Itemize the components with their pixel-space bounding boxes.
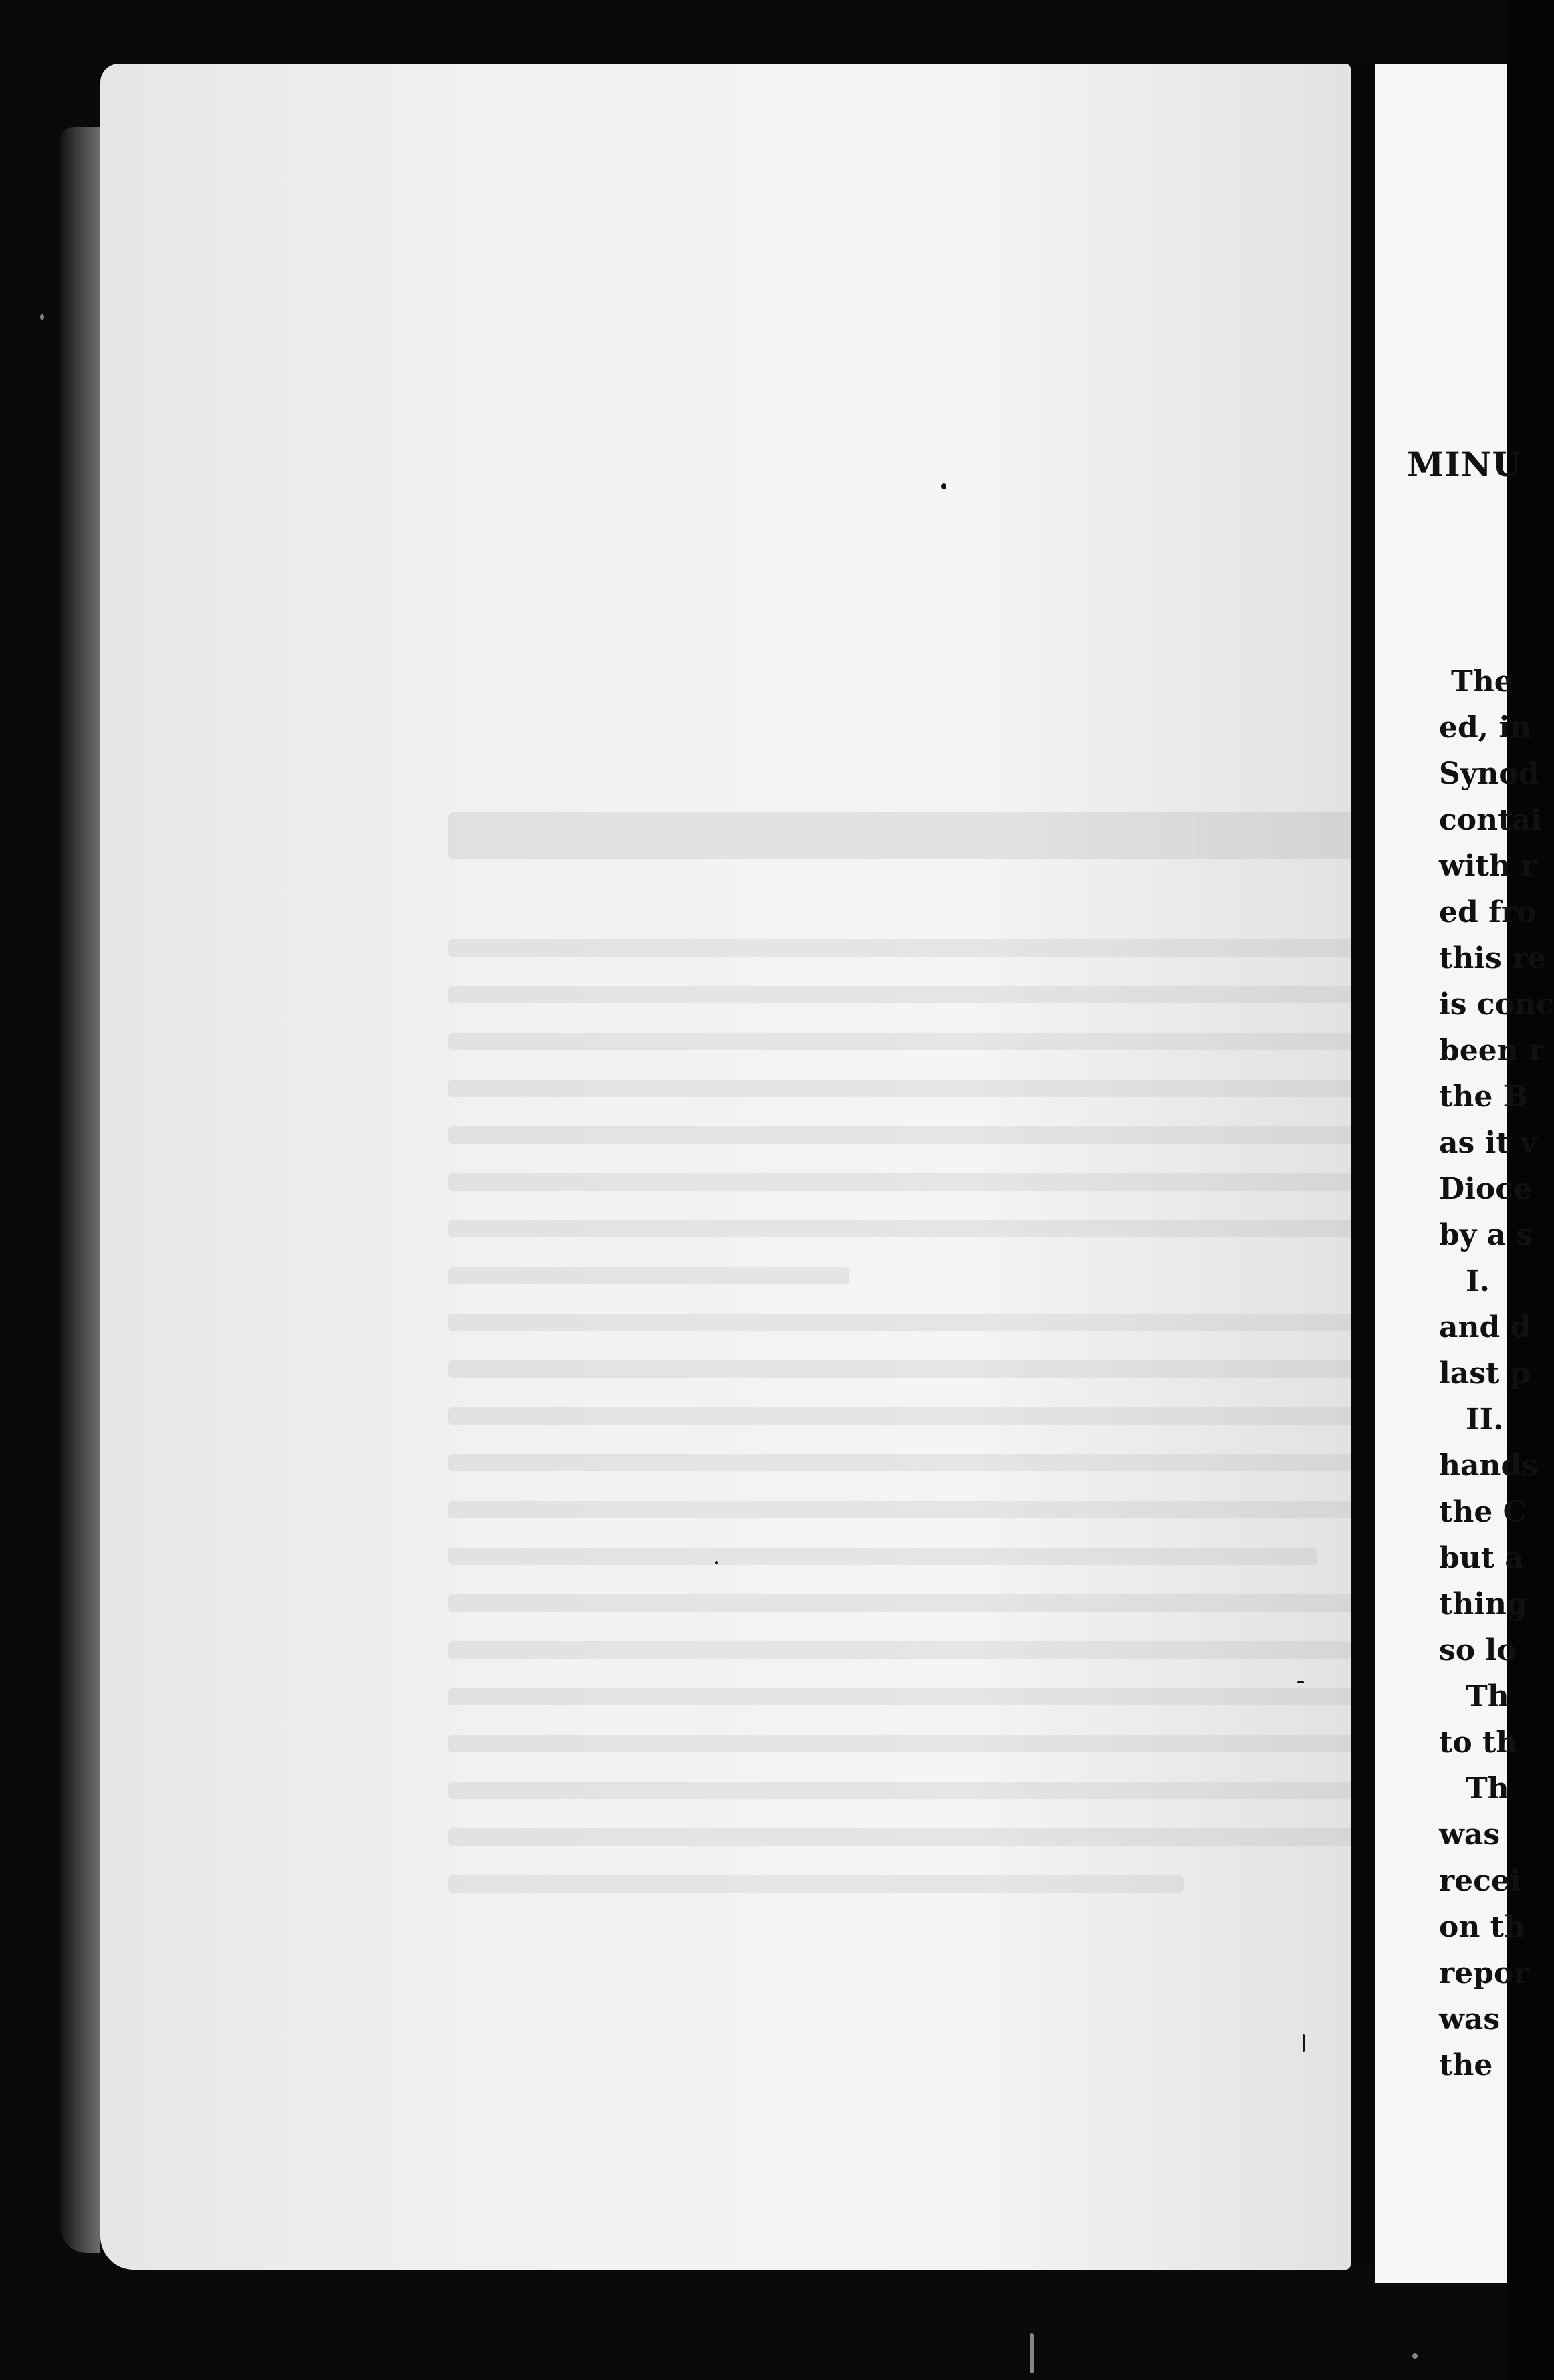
bleed-through-line (448, 1454, 1391, 1471)
text-line: Dioce (1439, 1172, 1533, 1206)
ink-speck (941, 483, 946, 489)
bleed-through-line (448, 1735, 1384, 1752)
text-line: recei (1439, 1864, 1521, 1898)
running-head: MINU (1407, 445, 1523, 484)
bleed-through-line (448, 1501, 1371, 1518)
text-line: II. (1466, 1403, 1504, 1437)
ink-speck (715, 1561, 718, 1564)
bleed-through-line (448, 1314, 1384, 1331)
bleed-through-line (448, 1875, 1184, 1893)
text-line: on th (1439, 1910, 1525, 1944)
bleed-through-line (448, 1126, 1377, 1144)
text-line: contai (1439, 803, 1542, 837)
dust-speck (40, 314, 44, 320)
text-line: and d (1439, 1310, 1531, 1344)
text-line: ed fro (1439, 895, 1537, 929)
bleed-through-line (448, 1267, 849, 1284)
bleed-through-line (448, 1782, 1357, 1799)
text-line: was (1439, 1818, 1501, 1852)
bleed-through-line (448, 1407, 1377, 1425)
text-line: I. (1466, 1264, 1490, 1298)
text-line: so lo (1439, 1633, 1517, 1667)
page-gutter (1351, 64, 1375, 2263)
ink-speck (1297, 1681, 1304, 1683)
bleed-through-text (448, 812, 1398, 2082)
bleed-through-line (448, 1033, 1357, 1050)
text-line: to th (1439, 1726, 1518, 1760)
bleed-through-line (448, 1360, 1357, 1378)
text-line: ed, in (1439, 711, 1532, 745)
dust-speck (1030, 2333, 1034, 2373)
text-line: with r (1439, 849, 1537, 883)
text-line: the (1439, 2048, 1493, 2082)
text-line: The (1451, 665, 1513, 699)
text-line: as it v (1439, 1126, 1537, 1160)
text-line: repor (1439, 1956, 1529, 1990)
text-line: is conc (1439, 987, 1554, 1022)
text-line: the C (1439, 1495, 1527, 1529)
book-spine-edge (60, 127, 100, 2253)
text-line: last p (1439, 1356, 1531, 1391)
text-line: Th (1466, 1679, 1509, 1713)
bleed-through-line (448, 1641, 1351, 1659)
bleed-through-line (448, 1594, 1384, 1612)
body-text (1439, 659, 1554, 2089)
text-line: was (1439, 2002, 1501, 2036)
text-line: Synod (1439, 757, 1539, 791)
bleed-through-line (448, 939, 1371, 957)
bleed-through-line (448, 1080, 1391, 1097)
text-line: but a (1439, 1541, 1524, 1575)
dust-speck (1412, 2353, 1418, 2359)
text-line: thing (1439, 1587, 1527, 1621)
bleed-through-line (448, 1220, 1364, 1237)
text-line: by a s (1439, 1218, 1533, 1252)
blank-left-page (100, 64, 1351, 2270)
right-page (1375, 64, 1554, 2283)
text-line: this re (1439, 941, 1547, 975)
bleed-through-line (448, 986, 1384, 1003)
text-line: been r (1439, 1034, 1545, 1068)
bleed-through-heading (448, 812, 1384, 859)
bleed-through-line (448, 1173, 1384, 1191)
bleed-through-line (448, 1548, 1317, 1565)
text-line: Th (1466, 1772, 1509, 1806)
text-line: hands (1439, 1449, 1539, 1483)
bleed-through-line (448, 1828, 1371, 1846)
text-line: the B (1439, 1080, 1528, 1114)
bleed-through-line (448, 1688, 1377, 1705)
ink-speck (1303, 2034, 1305, 2052)
